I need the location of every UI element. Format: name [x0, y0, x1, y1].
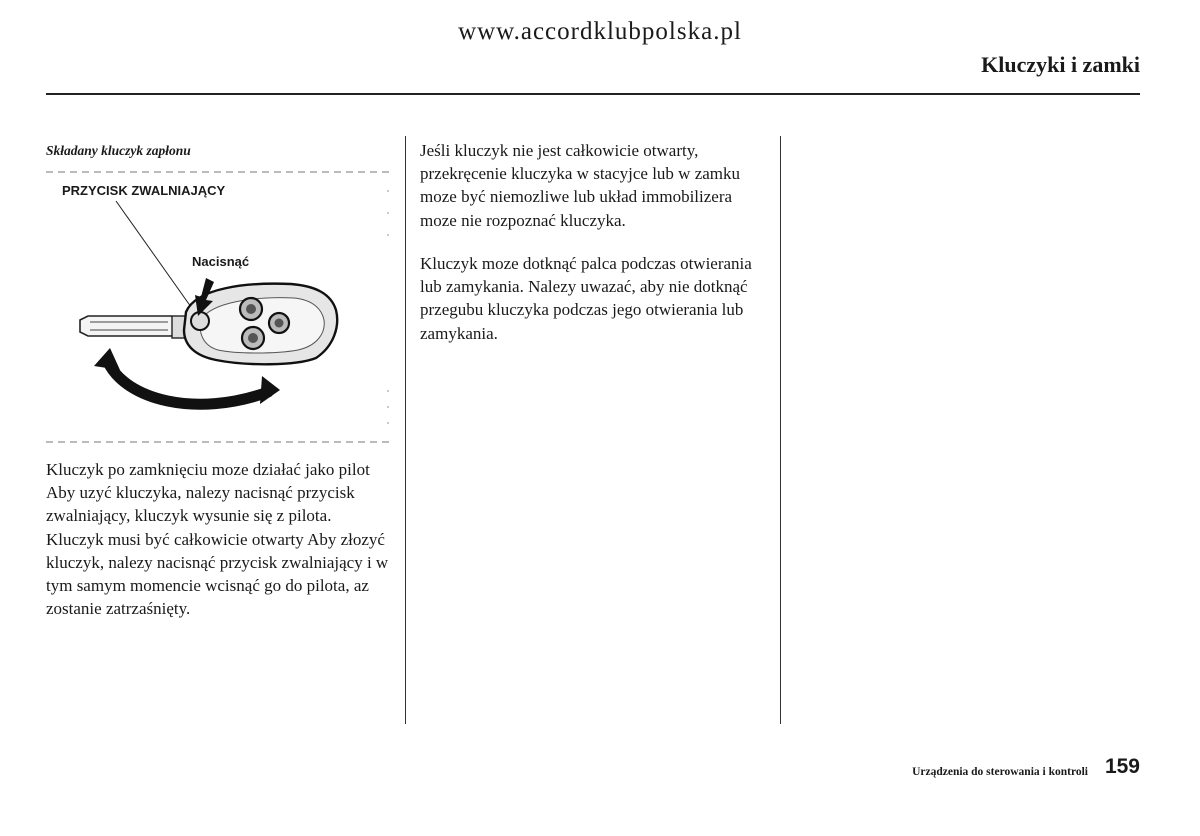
section-title: Kluczyki i zamki — [981, 52, 1140, 77]
header-rule — [46, 93, 1140, 95]
lock-button-icon — [240, 298, 262, 320]
column-divider-left — [405, 136, 406, 724]
key-figure — [46, 170, 390, 444]
page-number: 159 — [1104, 755, 1140, 778]
release-button-icon — [191, 312, 209, 330]
trunk-button-icon — [269, 313, 289, 333]
figure-caption: Składany kluczyk zapłonu — [46, 143, 191, 158]
release-button-label: PRZYCISK ZWALNIAJĄCY — [62, 183, 226, 198]
left-paragraph: Kluczyk po zamknięciu moze działać jako pilot Aby uzyć kluczyka, nalezy nacisnąć przycisk zwalniający, kluczyk wysunie się z pilota. Kluczyk musi być całkowicie otwarty Aby złozyć kluczyk, nalezy nacisnąć przycisk zwalniający i w tym samym momencie wcisnąć go do pilota, az zostanie zatrzaśnięty. — [46, 460, 389, 619]
site-url: www.accordklubpolska.pl — [458, 18, 742, 45]
middle-paragraph-2: Kluczyk moze dotknąć palca podczas otwierania lub zamykania. Nalezy uwazać, aby nie dotknąć przegubu kluczyka podczas jego otwierania lub zamykania. — [420, 254, 752, 343]
middle-paragraph-1: Jeśli kluczyk nie jest całkowicie otwarty, przekręcenie kluczyka w stacyjce lub w zamku moze być niemozliwe lub układ immobilizera moze nie rozpoznać kluczyka. — [420, 141, 741, 230]
press-label: Nacisnąć — [192, 254, 250, 269]
unlock-button-icon — [242, 327, 264, 349]
footer-chapter: Urządzenia do sterowania i kontroli — [912, 766, 1088, 778]
column-divider-right — [780, 136, 781, 724]
